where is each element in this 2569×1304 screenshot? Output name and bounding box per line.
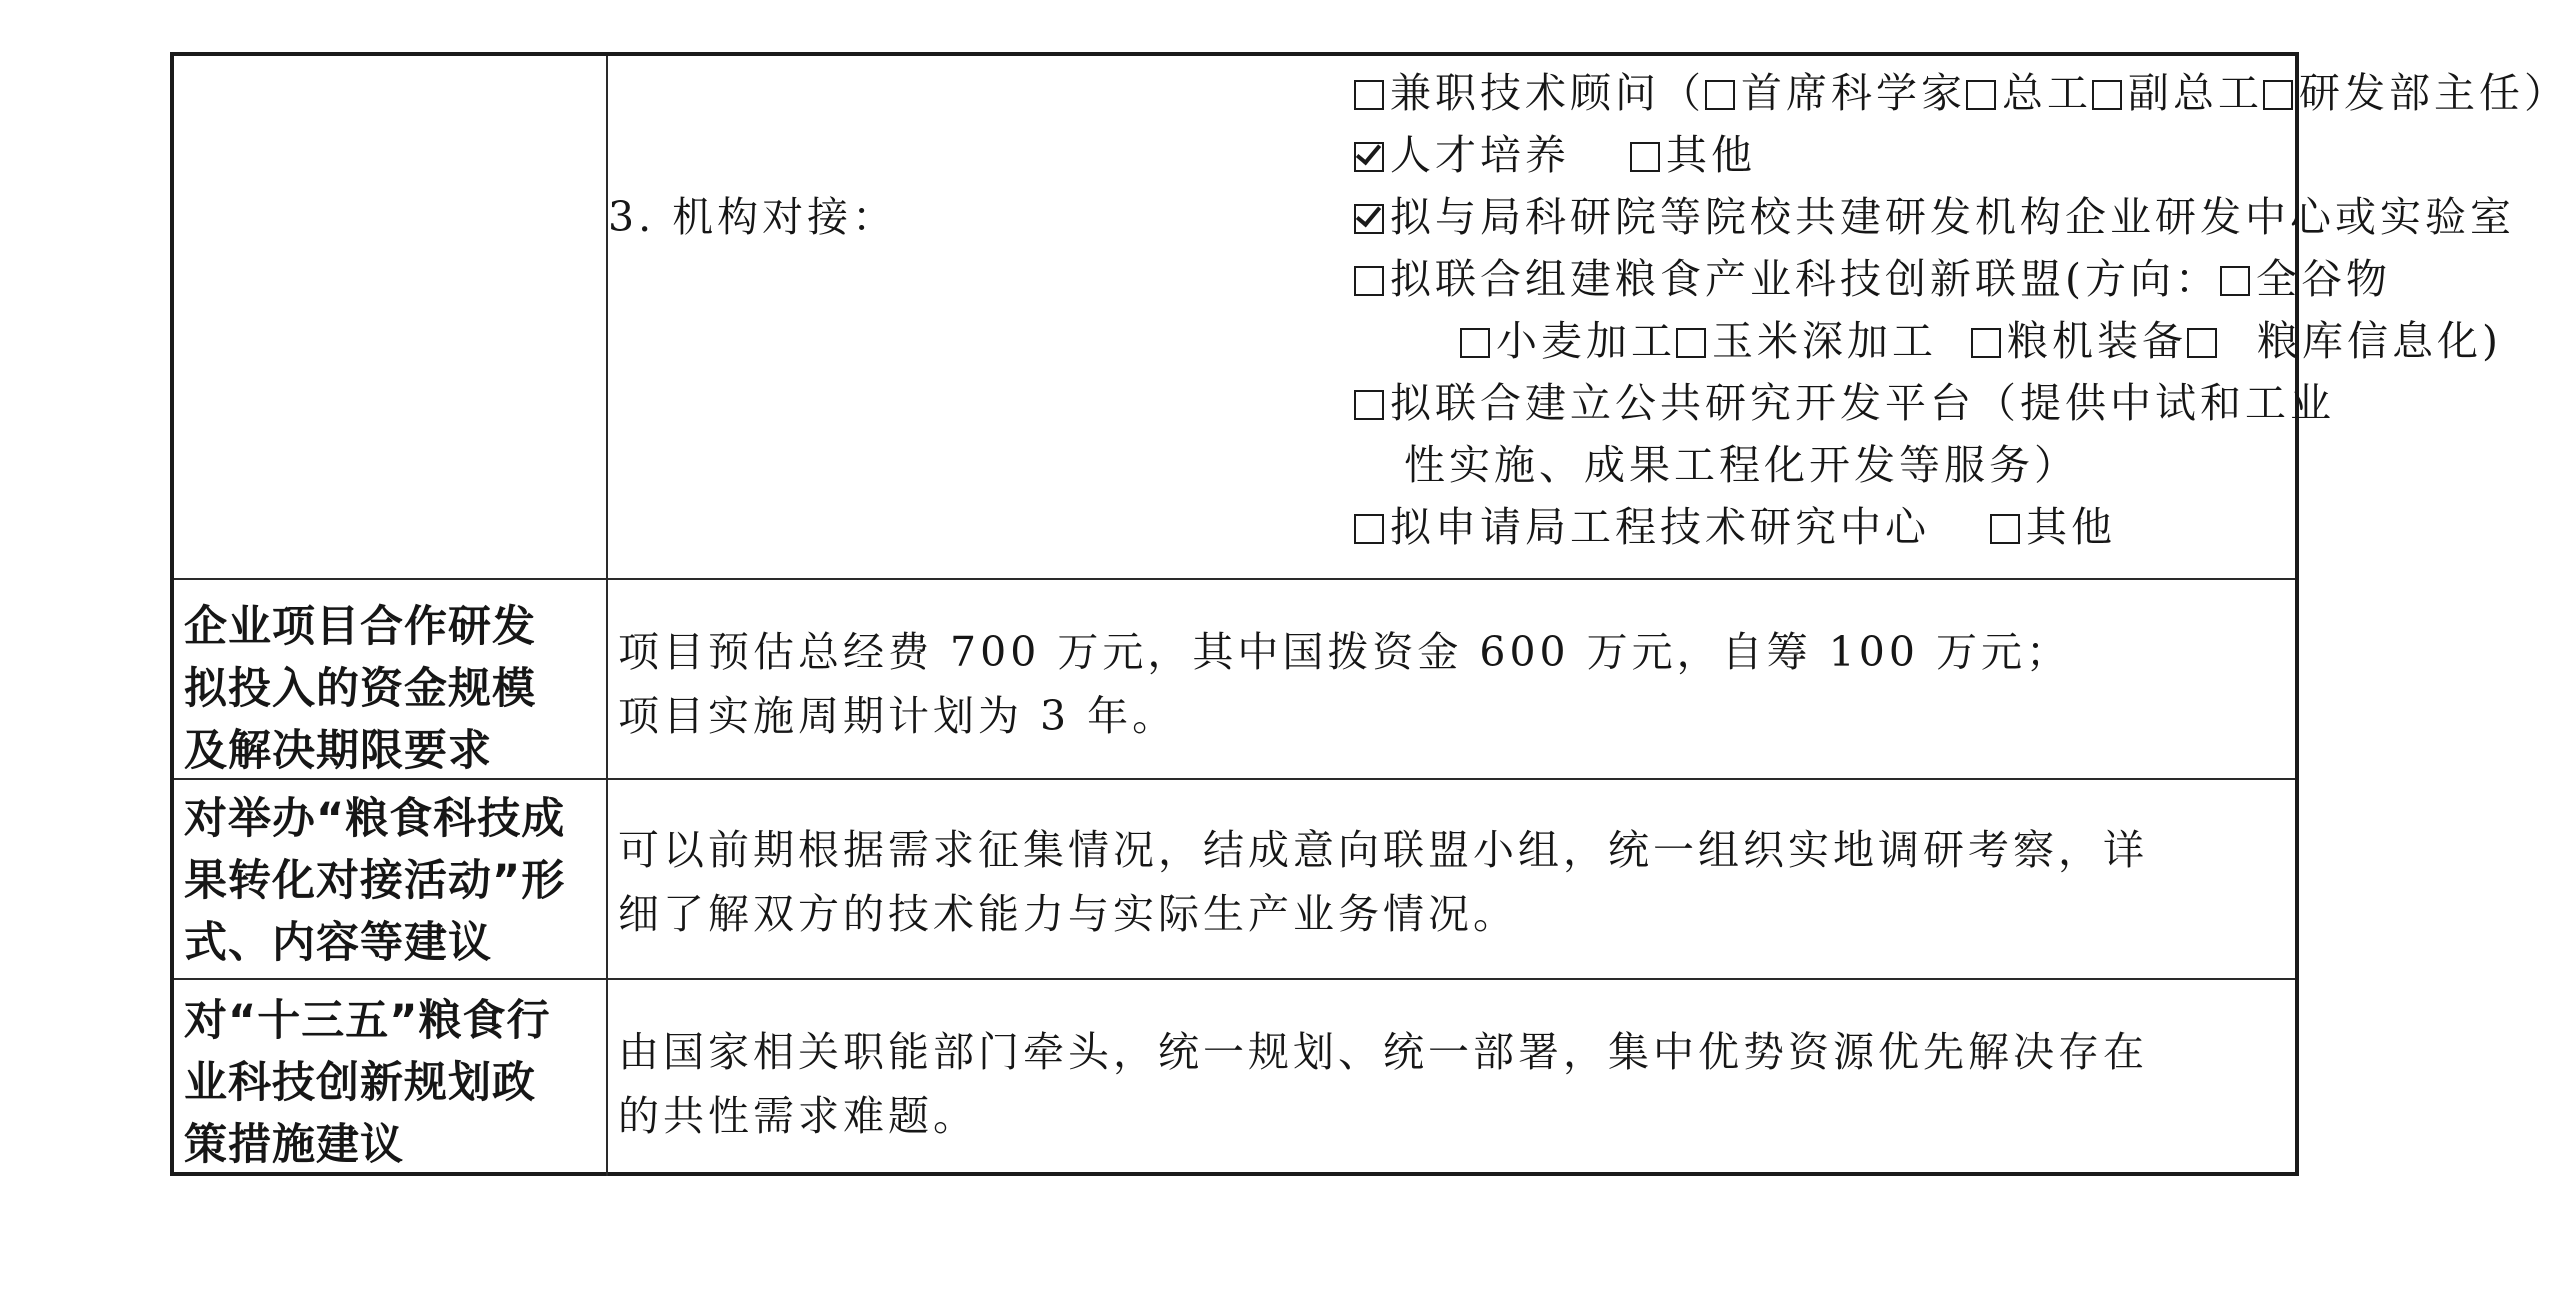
wheat-processing-label: 小麦加工 <box>1496 317 1676 365</box>
value-line: 由国家相关职能部门牵头，统一规划、统一部署，集中优势资源优先解决存在 <box>618 1028 2148 1076</box>
engineering-center-checkbox[interactable] <box>1354 514 1384 544</box>
corn-deep-processing-label: 玉米深加工 <box>1712 317 1937 365</box>
checklist-line-4 <box>1354 252 2391 306</box>
deputy-chief-engineer-label: 副总工 <box>2128 69 2263 117</box>
joint-rd-institution-checkbox[interactable] <box>1354 204 1384 234</box>
part-time-advisor-label: 兼职技术顾问（ <box>1390 69 1705 117</box>
other-checkbox-2[interactable] <box>1990 514 2020 544</box>
corn-deep-processing-checkbox[interactable] <box>1676 328 1706 358</box>
deputy-chief-engineer-checkbox[interactable] <box>2092 80 2122 110</box>
value-line: 细了解双方的技术能力与实际生产业务情况。 <box>618 890 1518 938</box>
granary-informatization-label: 粮库信息化) <box>2257 317 2502 365</box>
activity-suggestion-label <box>174 780 608 980</box>
institution-docking-checklist <box>608 56 2569 580</box>
engineering-center-label: 拟申请局工程技术研究中心 <box>1390 503 1930 551</box>
other-label-1: 其他 <box>1666 131 1756 179</box>
chief-engineer-checkbox[interactable] <box>1966 80 1996 110</box>
talent-training-checkbox[interactable] <box>1354 142 1384 172</box>
grain-machinery-label: 粮机装备 <box>2007 317 2187 365</box>
value-line: 可以前期根据需求征集情况，结成意向联盟小组，统一组织实地调研考察，详 <box>618 826 2148 874</box>
activity-suggestion-value <box>608 780 2295 980</box>
funding-scale-value <box>608 580 2295 780</box>
label-line: 果转化对接活动”形 <box>184 856 566 906</box>
chief-engineer-label: 总工 <box>2002 69 2092 117</box>
funding-scale-label <box>174 580 608 780</box>
innovation-alliance-label: 拟联合组建粮食产业科技创新联盟(方向： <box>1390 255 2220 303</box>
policy-suggestion-value <box>608 980 2295 1176</box>
policy-suggestion-label <box>174 980 608 1176</box>
label-line: 对“十三五”粮食行 <box>184 996 551 1046</box>
value-line: 项目预估总经费 700 万元，其中国拨资金 600 万元，自筹 100 万元； <box>618 628 2071 676</box>
public-rd-platform-checkbox[interactable] <box>1354 390 1384 420</box>
form-table <box>170 52 2569 1176</box>
chief-scientist-checkbox[interactable] <box>1705 80 1735 110</box>
chief-scientist-label: 首席科学家 <box>1741 69 1966 117</box>
label-line: 式、内容等建议 <box>184 918 492 968</box>
whole-grain-label: 全谷物 <box>2256 255 2391 303</box>
checklist-line-6 <box>1354 376 2335 430</box>
checklist-line-3 <box>1354 190 2515 244</box>
checklist-line-8 <box>1354 500 2116 554</box>
label-line: 业科技创新规划政 <box>184 1058 536 1108</box>
granary-informatization-checkbox[interactable] <box>2187 328 2217 358</box>
row1-label-cell <box>174 56 608 580</box>
label-line: 策措施建议 <box>184 1120 404 1170</box>
label-line: 对举办“粮食科技成 <box>184 794 566 844</box>
rd-director-label: 研发部主任） <box>2299 69 2569 117</box>
innovation-alliance-checkbox[interactable] <box>1354 266 1384 296</box>
value-line: 项目实施周期计划为 3 年。 <box>618 692 1178 740</box>
joint-rd-institution-label: 拟与局科研院等院校共建研发机构企业研发中心或实验室 <box>1390 193 2515 241</box>
value-line: 的共性需求难题。 <box>618 1092 978 1140</box>
talent-training-label: 人才培养 <box>1390 131 1570 179</box>
grain-machinery-checkbox[interactable] <box>1971 328 2001 358</box>
label-line: 及解决期限要求 <box>184 726 492 776</box>
label-line: 企业项目合作研发 <box>184 602 536 652</box>
public-rd-platform-label-cont: 性实施、成果工程化开发等服务） <box>1404 441 2079 489</box>
rd-director-checkbox[interactable] <box>2263 80 2293 110</box>
checklist-line-2 <box>1354 128 1756 182</box>
section-label: 3. 机构对接： <box>608 193 898 241</box>
checklist-line-5 <box>1460 314 2502 368</box>
public-rd-platform-label: 拟联合建立公共研究开发平台（提供中试和工业 <box>1390 379 2335 427</box>
wheat-processing-checkbox[interactable] <box>1460 328 1490 358</box>
checklist-line-1 <box>1354 66 2569 120</box>
part-time-advisor-checkbox[interactable] <box>1354 80 1384 110</box>
whole-grain-checkbox[interactable] <box>2220 266 2250 296</box>
other-checkbox-1[interactable] <box>1630 142 1660 172</box>
checklist-line-7 <box>1404 438 2079 492</box>
other-label-2: 其他 <box>2026 503 2116 551</box>
label-line: 拟投入的资金规模 <box>184 664 536 714</box>
